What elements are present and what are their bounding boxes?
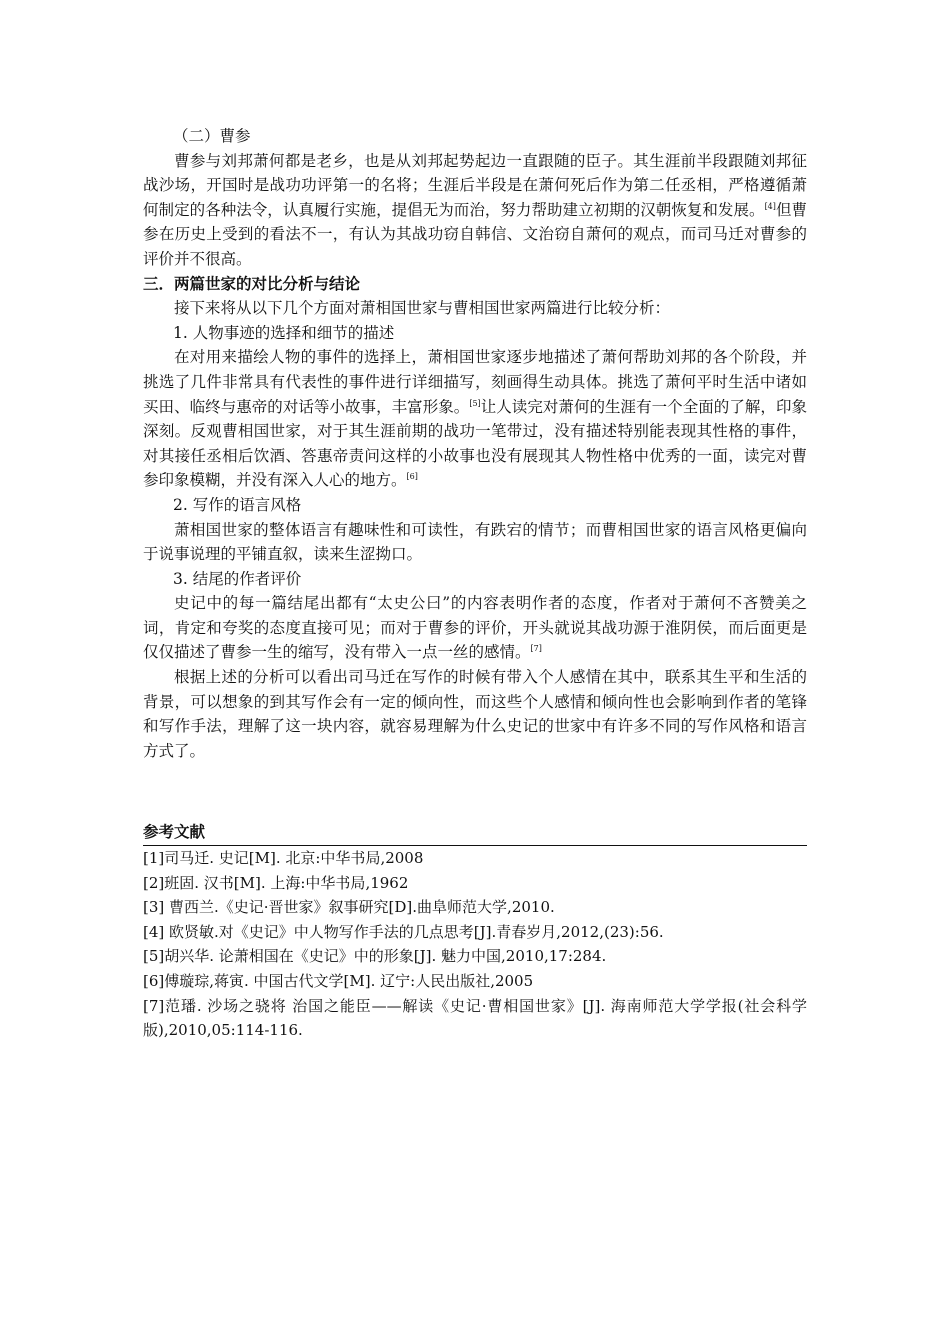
paragraph-text: 让人读完对萧何的生涯有一个全面的了解，印象深刻。反观曹相国世家，对于其生涯前期的战功一笔带过，没有描述特别能表现其性格的事件，对其接任丞相后饮酒、答惠帝责问这样的小故事也没有展现其人物性格中优秀的一面，读完对曹参印象模糊，并没有深入人心的地方。 — [143, 397, 807, 490]
citation-5: [5] — [469, 398, 481, 408]
paragraph-text: 在对用来描绘人物的事件的选择上，萧相国世家逐步地描述了萧何帮助刘邦的各个阶段，并挑选了几件非常具有代表性的事件进行详细描写，刻画得生动具体。挑选了萧何平时生活中诸如买田、临终与惠帝的对话等小故事，丰富形象。 — [143, 348, 807, 416]
paragraph-text: 但曹参在历史上受到的看法不一，有认为其战功窃自韩信、文治窃自萧何的观点，而司马迁对曹参的评价并不很高。 — [143, 200, 807, 268]
section-heading-comparison: 三．两篇世家的对比分析与结论 — [143, 274, 361, 293]
subsection-title-1: 1. 人物事迹的选择和细节的描述 — [173, 323, 395, 342]
paragraph-sub1 — [143, 345, 807, 493]
subsection-title-caocan: （二）曹参 — [173, 127, 251, 145]
reference-item: [7]范璠. 沙场之骁将 治国之能臣——解读《史记·曹相国世家》[J]. 海南师范大学学报(社会科学版),2010,05:114-116. — [143, 996, 807, 1040]
reference-item: [3] 曹西兰.《史记·晋世家》叙事研究[D].曲阜师范大学,2010. — [143, 898, 555, 917]
citation-7: [7] — [530, 644, 542, 654]
paragraph-sub3 — [143, 591, 807, 665]
reference-item: [6]傅璇琮,蒋寅. 中国古代文学[M]. 辽宁:人民出版社,2005 — [143, 971, 534, 990]
paragraph-text: 曹参与刘邦萧何都是老乡，也是从刘邦起势起边一直跟随的臣子。其生涯前半段跟随刘邦征战沙场，开国时是战功功评第一的名将；生涯后半段是在萧何死后作为第二任丞相，严格遵循萧何制定的各种法令，认真履行实施，提倡无为而治，努力帮助建立初期的汉朝恢复和发展。 — [143, 151, 807, 219]
paragraph-conclusion: 根据上述的分析可以看出司马迁在写作的时候有带入个人感情在其中，联系其生平和生活的背景，可以想象的到其写作会有一定的倾向性，而这些个人感情和倾向性也会影响到作者的笔锋和写作手法，理解了这一块内容，就容易理解为什么史记的世家中有许多不同的写作风格和语言方式了。 — [143, 668, 807, 760]
subsection-title-3: 3. 结尾的作者评价 — [173, 569, 302, 588]
citation-6: [6] — [406, 472, 418, 482]
references-section — [143, 820, 807, 1043]
paragraph-sub2: 萧相国世家的整体语言有趣味性和可读性，有跌宕的情节；而曹相国世家的语言风格更偏向于说事说理的平铺直叙，读来生涩拗口。 — [143, 520, 807, 564]
references-title: 参考文献 — [143, 820, 807, 846]
paragraph-intro: 接下来将从以下几个方面对萧相国世家与曹相国世家两篇进行比较分析： — [174, 299, 671, 318]
citation-4: [4] — [764, 201, 776, 211]
body-content — [143, 124, 807, 763]
paragraph-caocan — [143, 149, 807, 272]
subsection-title-2: 2. 写作的语言风格 — [173, 495, 302, 514]
reference-item: [5]胡兴华. 论萧相国在《史记》中的形象[J]. 魅力中国,2010,17:284. — [143, 947, 607, 966]
reference-item: [2]班固. 汉书[M]. 上海:中华书局,1962 — [143, 873, 409, 892]
reference-item: [1]司马迁. 史记[M]. 北京:中华书局,2008 — [143, 849, 424, 867]
paragraph-text: 史记中的每一篇结尾出都有“太史公曰”的内容表明作者的态度，作者对于萧何不吝赞美之词，肯定和夸奖的态度直接可见；而对于曹参的评价，开头就说其战功源于淮阴侯，而后面更是仅仅描述了曹参一生的缩写，没有带入一点一丝的感情。 — [143, 594, 807, 662]
reference-item: [4] 欧贤敏.对《史记》中人物写作手法的几点思考[J].青春岁月,2012,(23):56. — [143, 922, 664, 941]
